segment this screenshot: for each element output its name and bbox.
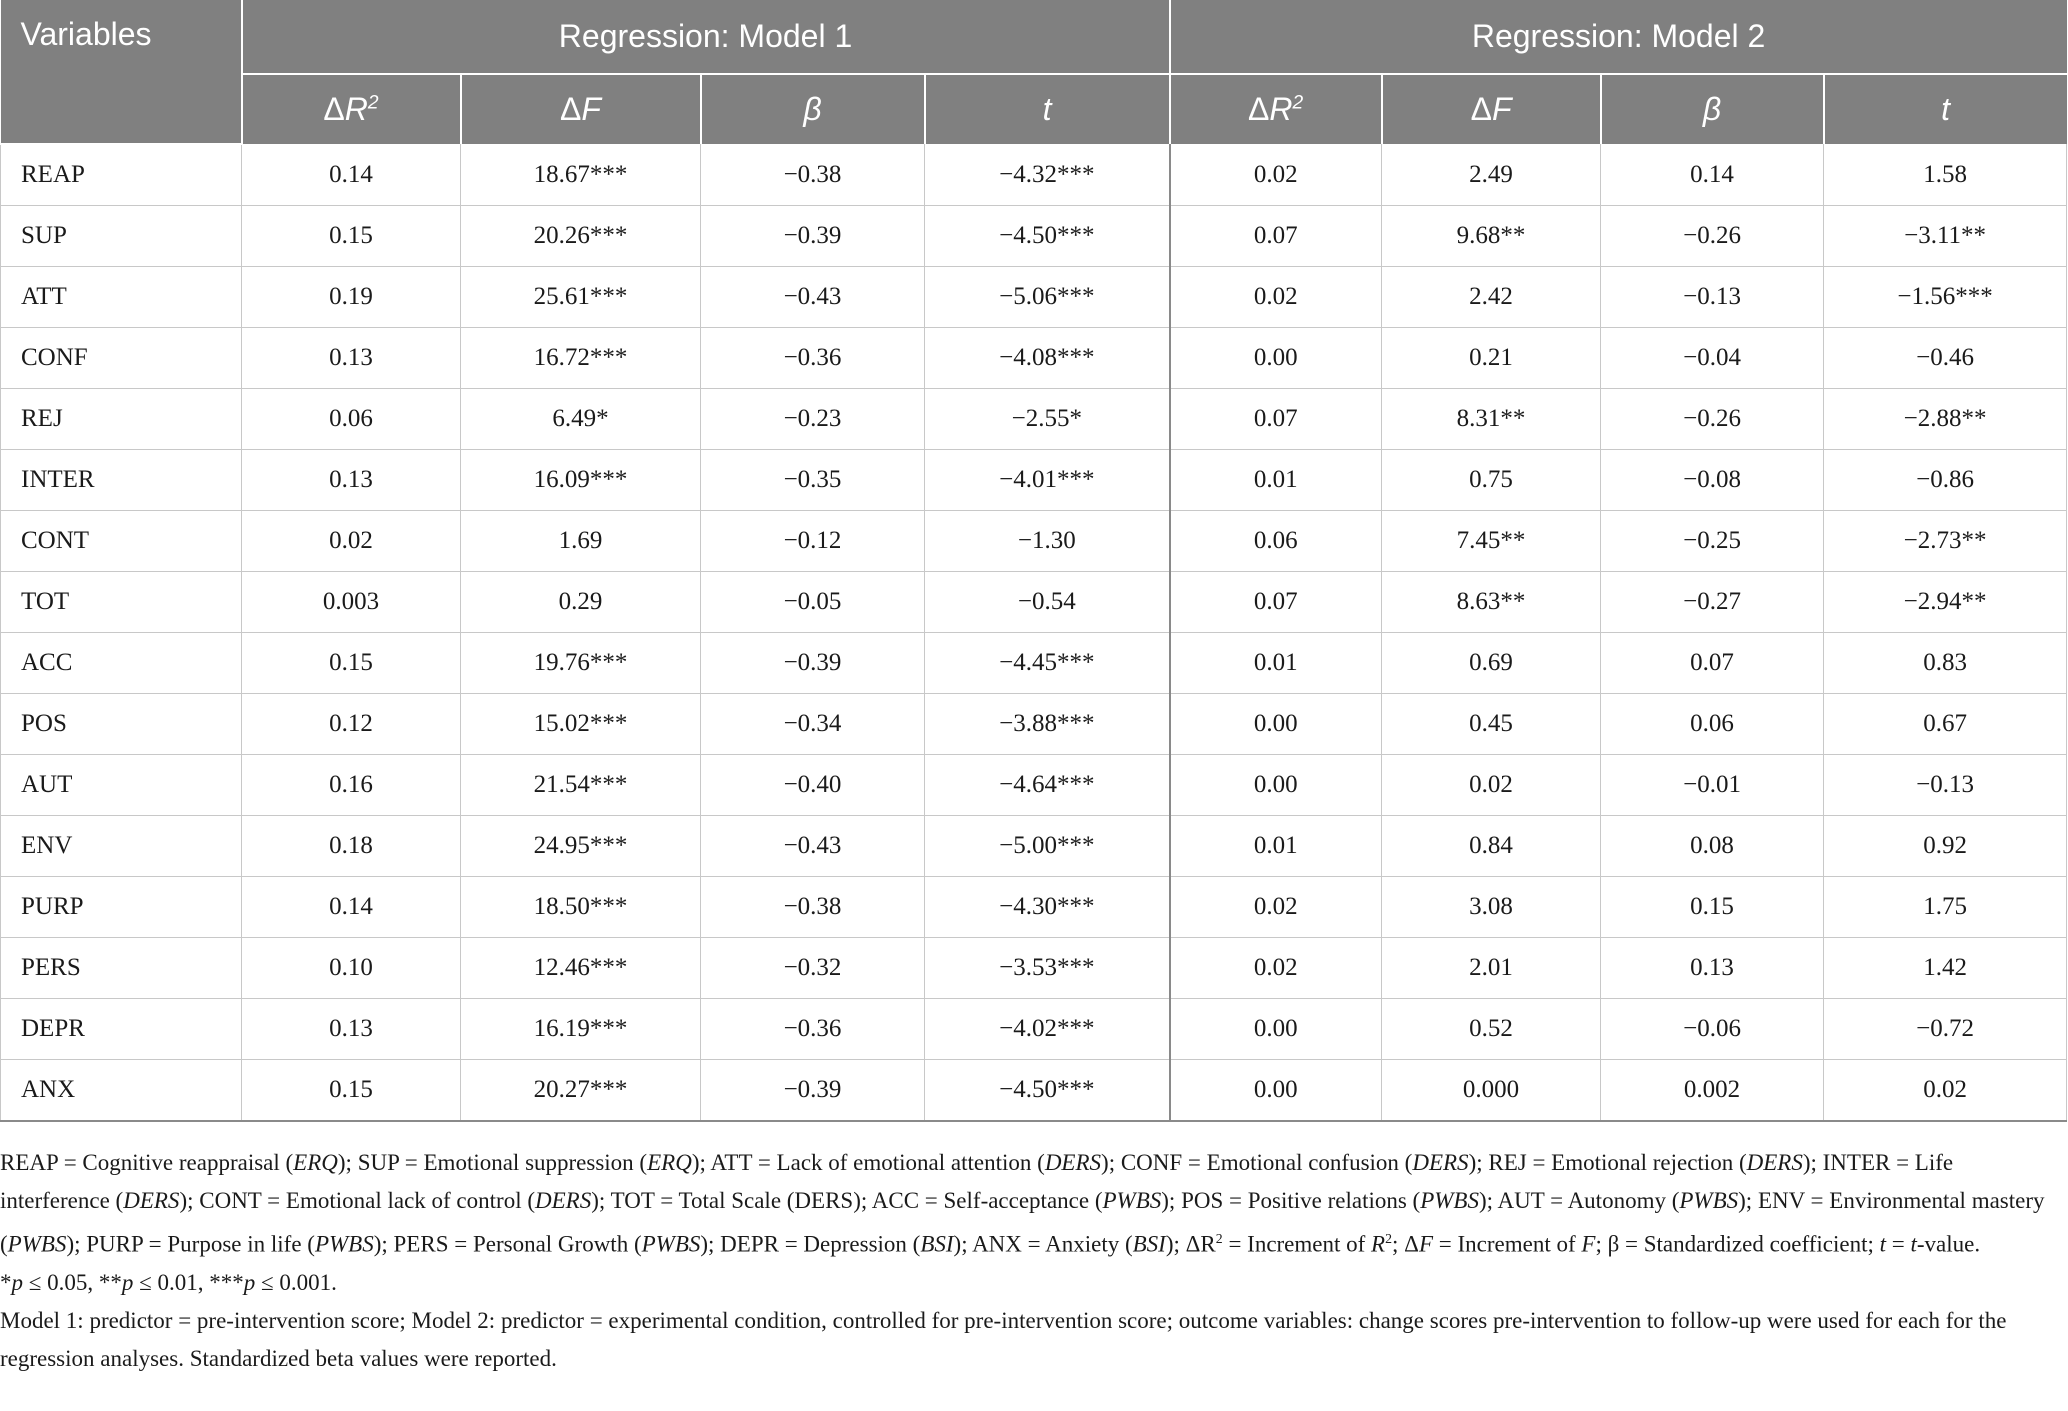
m1-delta-f-header: ΔF: [461, 74, 701, 144]
note-segment: ); ΔR: [1165, 1231, 1216, 1257]
m2-delta-f-cell: 0.21: [1382, 328, 1601, 389]
variable-cell: CONF: [1, 328, 242, 389]
note-segment: ); DEPR = Depression (: [700, 1231, 921, 1257]
note-segment: PWBS: [1420, 1188, 1479, 1213]
table-row: [1, 450, 2067, 511]
table-row: [1, 1060, 2067, 1122]
m2-delta-f-cell: 8.63**: [1382, 572, 1601, 633]
variable-cell: PURP: [1, 877, 242, 938]
m2-t-cell: −0.86: [1824, 450, 2067, 511]
note-segment: t: [1910, 1231, 1917, 1257]
m2-delta-f-cell: 2.49: [1382, 144, 1601, 206]
note-segment: ; Δ: [1392, 1231, 1419, 1257]
m1-delta-f-cell: 16.72***: [461, 328, 701, 389]
note-segment: ); INTER = Life interference (: [0, 1150, 1959, 1213]
note-segment: ); AUT = Autonomy (: [1478, 1188, 1680, 1213]
m1-delta-f-cell: 18.67***: [461, 144, 701, 206]
m2-t-cell: −2.94**: [1824, 572, 2067, 633]
table-row: [1, 206, 2067, 267]
note-segment: PWBS: [314, 1231, 374, 1257]
m1-delta-f-cell: 24.95***: [461, 816, 701, 877]
m2-beta-cell: 0.06: [1601, 694, 1824, 755]
note-segment: PWBS: [641, 1231, 701, 1257]
m2-delta-f-cell: 2.01: [1382, 938, 1601, 999]
m2-beta-cell: 0.13: [1601, 938, 1824, 999]
table-row: [1, 511, 2067, 572]
variable-cell: PERS: [1, 938, 242, 999]
m2-t-cell: 1.42: [1824, 938, 2067, 999]
m1-delta-r2-cell: 0.003: [242, 572, 461, 633]
m1-delta-r2-cell: 0.14: [242, 144, 461, 206]
m1-beta-cell: −0.36: [701, 999, 925, 1060]
m1-beta-cell: −0.40: [701, 755, 925, 816]
m2-beta-cell: 0.15: [1601, 877, 1824, 938]
m1-delta-f-cell: 12.46***: [461, 938, 701, 999]
note-segment: ); REJ = Emotional rejection (: [1468, 1150, 1747, 1175]
m1-delta-r2-cell: 0.12: [242, 694, 461, 755]
m2-delta-r2-cell: 0.01: [1170, 450, 1382, 511]
m1-t-cell: −4.08***: [925, 328, 1170, 389]
note-segment: *: [0, 1269, 12, 1295]
m1-delta-f-cell: 1.69: [461, 511, 701, 572]
table-row: [1, 267, 2067, 328]
m2-delta-f-cell: 0.84: [1382, 816, 1601, 877]
note-segment: DERS: [1746, 1150, 1803, 1175]
note-segment: ); ATT = Lack of emotional attention (: [691, 1150, 1045, 1175]
models-note: Model 1: predictor = pre-intervention score; Model 2: predictor = experimental condition, controlled for pre-intervention score; outcome variables: change scores pre-intervention to follow-up were used for each for the regression analyses. Standardized beta values were reported.: [0, 1307, 2013, 1371]
note-segment: = Increment of: [1433, 1231, 1582, 1257]
m2-beta-cell: −0.06: [1601, 999, 1824, 1060]
note-segment: ); CONT = Emotional lack of control (: [179, 1188, 535, 1213]
m1-delta-r2-cell: 0.13: [242, 328, 461, 389]
note-segment: ; β = Standardized coefficient;: [1595, 1231, 1880, 1257]
m1-t-cell: −5.00***: [925, 816, 1170, 877]
table-body: [1, 144, 2067, 1121]
m1-t-header: t: [925, 74, 1170, 144]
table-row: [1, 328, 2067, 389]
m1-beta-cell: −0.23: [701, 389, 925, 450]
m2-beta-cell: −0.26: [1601, 389, 1824, 450]
m1-beta-header: β: [701, 74, 925, 144]
m1-delta-r2-cell: 0.18: [242, 816, 461, 877]
m2-delta-f-cell: 0.52: [1382, 999, 1601, 1060]
note-segment: ); ENV = Environmental mastery (: [0, 1188, 2051, 1257]
m2-delta-r2-cell: 0.01: [1170, 816, 1382, 877]
m2-beta-cell: 0.08: [1601, 816, 1824, 877]
significance-note: [0, 1264, 2060, 1302]
m2-t-cell: −0.46: [1824, 328, 2067, 389]
m2-delta-f-cell: 7.45**: [1382, 511, 1601, 572]
m2-beta-cell: −0.08: [1601, 450, 1824, 511]
m1-t-cell: −2.55*: [925, 389, 1170, 450]
model2-header: Regression: Model 2: [1170, 0, 2067, 74]
m1-beta-cell: −0.32: [701, 938, 925, 999]
note-segment: F: [1418, 1231, 1434, 1257]
m2-delta-f-cell: 0.000: [1382, 1060, 1601, 1122]
m1-t-cell: −4.01***: [925, 450, 1170, 511]
abbreviations-note: [0, 1144, 2060, 1264]
m2-delta-f-cell: 8.31**: [1382, 389, 1601, 450]
note-segment: ); TOT = Total Scale (DERS); ACC = Self-acceptance (: [591, 1188, 1103, 1213]
m2-delta-f-cell: 2.42: [1382, 267, 1601, 328]
m2-delta-r2-cell: 0.00: [1170, 1060, 1382, 1122]
m2-t-cell: −1.56***: [1824, 267, 2067, 328]
m2-beta-cell: −0.27: [1601, 572, 1824, 633]
m2-delta-f-cell: 0.45: [1382, 694, 1601, 755]
note-segment: = Increment of: [1222, 1231, 1372, 1257]
m1-t-cell: −4.32***: [925, 144, 1170, 206]
table-row: [1, 938, 2067, 999]
m1-delta-f-cell: 16.09***: [461, 450, 701, 511]
m1-beta-cell: −0.43: [701, 816, 925, 877]
m1-t-cell: −5.06***: [925, 267, 1170, 328]
variable-cell: REAP: [1, 144, 242, 206]
m1-delta-r2-cell: 0.19: [242, 267, 461, 328]
m2-delta-r2-cell: 0.07: [1170, 572, 1382, 633]
m1-t-cell: −0.54: [925, 572, 1170, 633]
m2-delta-r2-cell: 0.02: [1170, 144, 1382, 206]
variable-cell: ATT: [1, 267, 242, 328]
m2-delta-f-cell: 0.75: [1382, 450, 1601, 511]
m1-delta-r2-cell: 0.02: [242, 511, 461, 572]
m2-beta-cell: −0.04: [1601, 328, 1824, 389]
variable-cell: AUT: [1, 755, 242, 816]
note-segment: 2: [1215, 1231, 1223, 1246]
note-segment: ≤ 0.001.: [255, 1269, 337, 1295]
m2-t-cell: −2.73**: [1824, 511, 2067, 572]
m1-delta-f-cell: 21.54***: [461, 755, 701, 816]
m1-t-cell: −3.88***: [925, 694, 1170, 755]
variable-cell: TOT: [1, 572, 242, 633]
m2-delta-f-cell: 3.08: [1382, 877, 1601, 938]
note-segment: ); CONF = Emotional confusion (: [1101, 1150, 1413, 1175]
variable-cell: SUP: [1, 206, 242, 267]
m1-t-cell: −4.64***: [925, 755, 1170, 816]
note-segment: PWBS: [7, 1231, 67, 1257]
m2-t-header: t: [1824, 74, 2067, 144]
m2-delta-f-cell: 0.02: [1382, 755, 1601, 816]
note-segment: 2: [1385, 1231, 1393, 1246]
note-segment: ERQ: [647, 1150, 692, 1175]
m1-delta-f-cell: 20.26***: [461, 206, 701, 267]
note-segment: ≤ 0.05, **: [23, 1269, 122, 1295]
note-segment: DERS: [1412, 1150, 1469, 1175]
m1-beta-cell: −0.38: [701, 877, 925, 938]
m1-t-cell: −4.45***: [925, 633, 1170, 694]
m2-delta-r2-cell: 0.02: [1170, 938, 1382, 999]
m2-t-cell: 0.02: [1824, 1060, 2067, 1122]
m2-t-cell: −0.72: [1824, 999, 2067, 1060]
m2-t-cell: 0.83: [1824, 633, 2067, 694]
note-segment: ); ANX = Anxiety (: [953, 1231, 1133, 1257]
note-segment: BSI: [920, 1231, 954, 1257]
note-segment: BSI: [1132, 1231, 1166, 1257]
m1-delta-f-cell: 25.61***: [461, 267, 701, 328]
m2-t-cell: −3.11**: [1824, 206, 2067, 267]
note-segment: ≤ 0.01, ***: [133, 1269, 244, 1295]
table-row: [1, 694, 2067, 755]
m2-delta-r2-header: $\Delta R^2$: [1170, 74, 1382, 144]
m2-beta-cell: −0.25: [1601, 511, 1824, 572]
m1-delta-f-cell: 19.76***: [461, 633, 701, 694]
note-segment: p: [11, 1269, 23, 1295]
note-segment: p: [121, 1269, 134, 1295]
m1-delta-f-cell: 6.49*: [461, 389, 701, 450]
note-segment: =: [1886, 1231, 1911, 1257]
note-segment: ERQ: [293, 1150, 338, 1175]
note-segment: DERS: [535, 1188, 592, 1213]
note-segment: ); SUP = Emotional suppression (: [337, 1150, 648, 1175]
m1-beta-cell: −0.36: [701, 328, 925, 389]
m1-delta-f-cell: 15.02***: [461, 694, 701, 755]
table-row: [1, 999, 2067, 1060]
m1-delta-f-cell: 20.27***: [461, 1060, 701, 1122]
m1-t-cell: −3.53***: [925, 938, 1170, 999]
note-segment: ); POS = Positive relations (: [1161, 1188, 1421, 1213]
m2-beta-cell: 0.14: [1601, 144, 1824, 206]
note-segment: t: [1879, 1231, 1887, 1257]
m2-t-cell: 1.75: [1824, 877, 2067, 938]
m1-delta-r2-header: $\Delta R^2$: [242, 74, 461, 144]
table-row: [1, 144, 2067, 206]
note-segment: ); PURP = Purpose in life (: [66, 1231, 315, 1257]
m1-beta-cell: −0.43: [701, 267, 925, 328]
m1-beta-cell: −0.34: [701, 694, 925, 755]
m1-beta-cell: −0.39: [701, 1060, 925, 1122]
variable-cell: ENV: [1, 816, 242, 877]
m2-beta-cell: −0.13: [1601, 267, 1824, 328]
table-notes: [0, 1144, 2060, 1378]
model1-header: Regression: Model 1: [242, 0, 1170, 74]
m2-t-cell: 0.92: [1824, 816, 2067, 877]
m2-t-cell: 0.67: [1824, 694, 2067, 755]
m2-beta-cell: −0.26: [1601, 206, 1824, 267]
m2-delta-r2-cell: 0.00: [1170, 694, 1382, 755]
table-row: [1, 816, 2067, 877]
m1-t-cell: −4.50***: [925, 1060, 1170, 1122]
m1-delta-r2-cell: 0.15: [242, 206, 461, 267]
table-row: [1, 877, 2067, 938]
m2-delta-r2-cell: 0.01: [1170, 633, 1382, 694]
note-segment: ); PERS = Personal Growth (: [373, 1231, 642, 1257]
m1-t-cell: −4.50***: [925, 206, 1170, 267]
m1-beta-cell: −0.35: [701, 450, 925, 511]
m2-delta-f-cell: 0.69: [1382, 633, 1601, 694]
m2-delta-r2-cell: 0.02: [1170, 267, 1382, 328]
m2-beta-cell: 0.002: [1601, 1060, 1824, 1122]
note-segment: DERS: [123, 1188, 180, 1213]
note-segment: F: [1581, 1231, 1596, 1257]
m1-t-cell: −1.30: [925, 511, 1170, 572]
variables-header: Variables: [1, 0, 242, 144]
note-segment: R: [1371, 1231, 1386, 1257]
m1-delta-f-cell: 16.19***: [461, 999, 701, 1060]
m1-beta-cell: −0.38: [701, 144, 925, 206]
m2-delta-r2-cell: 0.06: [1170, 511, 1382, 572]
table-row: [1, 389, 2067, 450]
m2-delta-f-header: ΔF: [1382, 74, 1601, 144]
note-segment: DERS: [1044, 1150, 1102, 1175]
note-segment: PWBS: [1679, 1188, 1739, 1213]
m2-beta-header: β: [1601, 74, 1824, 144]
m1-delta-r2-cell: 0.15: [242, 1060, 461, 1122]
m2-delta-r2-cell: 0.00: [1170, 755, 1382, 816]
m1-delta-r2-cell: 0.13: [242, 999, 461, 1060]
m2-beta-cell: 0.07: [1601, 633, 1824, 694]
variable-cell: ACC: [1, 633, 242, 694]
note-segment: PWBS: [1102, 1188, 1162, 1213]
variable-cell: POS: [1, 694, 242, 755]
m1-delta-r2-cell: 0.16: [242, 755, 461, 816]
m2-delta-r2-cell: 0.07: [1170, 206, 1382, 267]
m1-delta-f-cell: 0.29: [461, 572, 701, 633]
m2-delta-r2-cell: 0.07: [1170, 389, 1382, 450]
m1-delta-r2-cell: 0.13: [242, 450, 461, 511]
m1-delta-r2-cell: 0.06: [242, 389, 461, 450]
m2-delta-r2-cell: 0.02: [1170, 877, 1382, 938]
m2-delta-f-cell: 9.68**: [1382, 206, 1601, 267]
m1-beta-cell: −0.39: [701, 633, 925, 694]
m1-delta-r2-cell: 0.15: [242, 633, 461, 694]
variable-cell: INTER: [1, 450, 242, 511]
m1-t-cell: −4.30***: [925, 877, 1170, 938]
m1-beta-cell: −0.05: [701, 572, 925, 633]
table-header: [1, 0, 2067, 144]
note-segment: p: [243, 1269, 256, 1295]
note-segment: -value.: [1916, 1231, 1981, 1257]
variable-cell: ANX: [1, 1060, 242, 1122]
m2-beta-cell: −0.01: [1601, 755, 1824, 816]
table-row: [1, 572, 2067, 633]
variable-cell: CONT: [1, 511, 242, 572]
table-row: [1, 755, 2067, 816]
m2-delta-r2-cell: 0.00: [1170, 999, 1382, 1060]
variable-cell: REJ: [1, 389, 242, 450]
m2-t-cell: 1.58: [1824, 144, 2067, 206]
m2-delta-r2-cell: 0.00: [1170, 328, 1382, 389]
m1-beta-cell: −0.12: [701, 511, 925, 572]
variable-cell: DEPR: [1, 999, 242, 1060]
m1-delta-f-cell: 18.50***: [461, 877, 701, 938]
note-segment: REAP = Cognitive reappraisal (: [0, 1150, 294, 1175]
m2-t-cell: −2.88**: [1824, 389, 2067, 450]
m1-t-cell: −4.02***: [925, 999, 1170, 1060]
m1-beta-cell: −0.39: [701, 206, 925, 267]
m1-delta-r2-cell: 0.10: [242, 938, 461, 999]
table-row: [1, 633, 2067, 694]
m1-delta-r2-cell: 0.14: [242, 877, 461, 938]
m2-t-cell: −0.13: [1824, 755, 2067, 816]
